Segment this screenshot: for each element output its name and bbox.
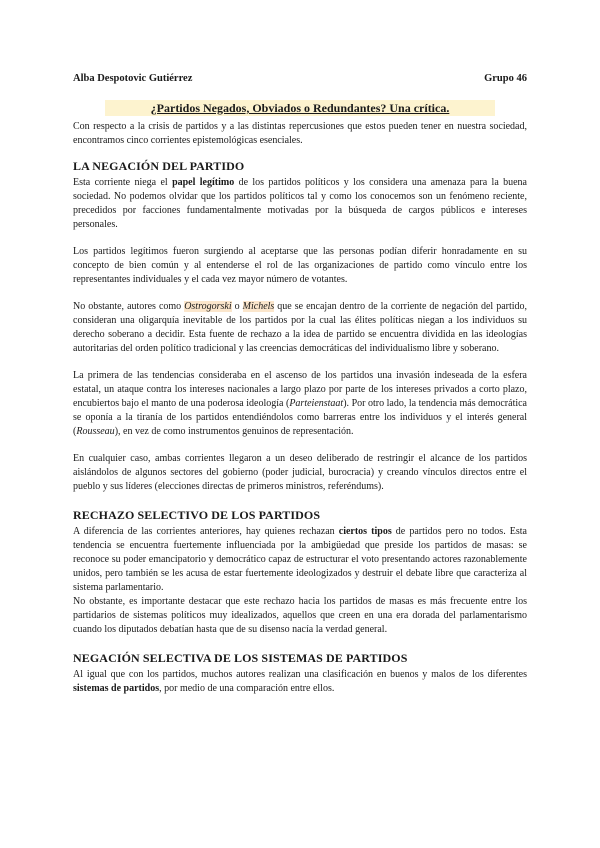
italic-term: Parteienstaat	[289, 398, 344, 409]
bold-term: ciertos tipos	[338, 526, 392, 537]
paragraph: Esta corriente niega el papel legítimo de los partidos políticos y los considera una amenaza para la buena sociedad. No podemos olvidar que los partidos políticos tal y como los conocemos son un fenómeno reciente, precedidos por facciones fundamentalmente motivadas por la búsqueda de cargos públicos e intereses personales.	[73, 177, 527, 230]
bold-term: sistemas de partidos	[73, 683, 160, 694]
document-body	[73, 100, 527, 709]
intro-paragraph: Con respecto a la crisis de partidos y a las distintas repercusiones que estos pueden tener en nuestra sociedad, encontramos cinco corrientes epistemológicas esenciales.	[73, 121, 527, 146]
bold-term: papel legítimo	[172, 177, 235, 188]
paragraph: No obstante, es importante destacar que este rechazo hacia los partidos de masas es más frecuente entre los partidarios de sistemas políticos muy idealizados, aquellos que creen en una era dorada del parlamentarismo cuando los diputados debatían hasta que de su disenso nacía la verdad general.	[73, 596, 527, 635]
italic-term: Rousseau	[76, 426, 115, 437]
section-heading-negacion-partido: LA NEGACIÓN DEL PARTIDO	[73, 159, 245, 173]
author-name: Alba Despotovic Gutiérrez	[73, 73, 193, 84]
group-label: Grupo 46	[484, 73, 527, 84]
highlighted-author: Ostrogorski	[184, 301, 232, 312]
highlighted-author: Michels	[242, 301, 275, 312]
section-heading-negacion-selectiva: NEGACIÓN SELECTIVA DE LOS SISTEMAS DE PARTIDOS	[73, 651, 408, 665]
paragraph: No obstante, autores como Ostrogorski o Michels que se encajan dentro de la corriente de negación del partido, consideran una oligarquía inevitable de los partidos por la cual las élites políticas niegan a los individuos su derecho soberano a decidir. Esta fuente de rechazo a la idea de partido se encuentra dividida en las ideologías autoritarias del orden político tradicional y las creencias democráticas del individualismo libre y soberano.	[73, 301, 528, 354]
paragraph: A diferencia de las corrientes anteriores, hay quienes rechazan ciertos tipos de partidos pero no todos. Esta tendencia se encuentra fuertemente influenciada por la ambigüedad que preside los partidos de masas: se reconoce su poder emancipatorio y democrático capaz de estructurar el voto presentando actores razonablemente unidos, pero también se les acusa de estar fuertemente ideologizados y destruir el debate libre que caracteriza al sistema parlamentario.	[73, 526, 527, 593]
paragraph: La primera de las tendencias consideraba en el ascenso de los partidos una invasión indeseada de la esfera estatal, un ataque contra los intereses nacionales a largo plazo por parte de los intereses privados a corto plazo, encubiertos bajo el manto de una poderosa ideología (Parteienstaat). Por otro lado, la tendencia más democrática se oponía a la tiranía de los partidos entendiéndolos como barreras entre los individuos y el interés general (Rousseau), en vez de como instrumentos genuinos de representación.	[73, 370, 527, 437]
page-header	[73, 73, 527, 87]
paragraph: Los partidos legítimos fueron surgiendo al aceptarse que las personas podían diferir honradamente en su concepto de bien común y al entenderse el rol de las organizaciones de partido como vínculo entre los representantes individuales y el cada vez mayor número de votantes.	[73, 246, 527, 285]
paragraph: En cualquier caso, ambas corrientes llegaron a un deseo deliberado de restringir el alcance de los partidos aislándolos de algunos sectores del gobierno (poder judicial, burocracia) y creando vínculos directos entre el pueblo y sus líderes (elecciones directas de primeros ministros, referéndums).	[73, 453, 527, 492]
document-title: ¿Partidos Negados, Obviados o Redundantes? Una crítica.	[105, 100, 495, 116]
section-heading-rechazo-selectivo: RECHAZO SELECTIVO DE LOS PARTIDOS	[73, 508, 321, 522]
paragraph: Al igual que con los partidos, muchos autores realizan una clasificación en buenos y malos de los diferentes sistemas de partidos, por medio de una comparación entre ellos.	[73, 669, 527, 694]
